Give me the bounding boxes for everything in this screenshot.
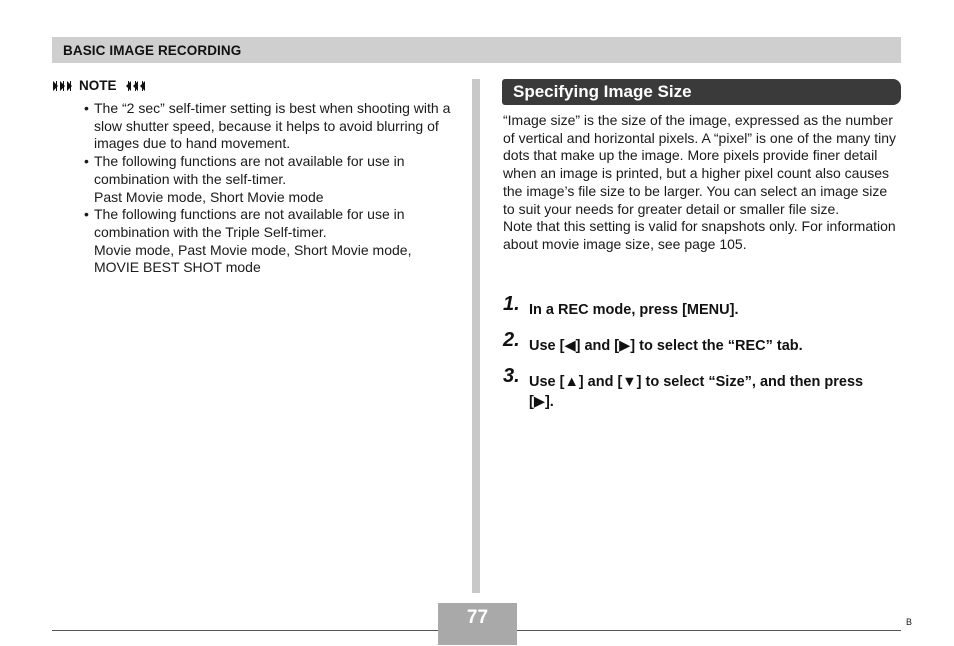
- section-body: [503, 112, 901, 254]
- step-text: Use [▲] and [▼] to select “Size”, and then press [▶].: [529, 374, 864, 410]
- note-item: • The following functions are not available for use in combination with the Triple Self-timer. Movie mode, Past Movie mode, Short Movie mode, MOVIE BEST SHOT mode: [84, 206, 454, 277]
- page-number-box: [438, 603, 517, 645]
- step-text: In a REC mode, press [MENU].: [529, 302, 739, 318]
- section-title-bar: [502, 79, 901, 105]
- note-item-text: The “2 sec” self-timer setting is best when shooting with a slow shutter speed, because it helps to avoid blurring of images due to hand movement.: [94, 100, 451, 152]
- header-title: BASIC IMAGE RECORDING: [63, 43, 242, 58]
- page-number: 77: [466, 607, 489, 628]
- note-item: • The following functions are not available for use in combination with the self-timer. Past Movie mode, Short Movie mode: [84, 153, 454, 206]
- note-item-text: The following functions are not available for use in combination with the self-timer.: [94, 153, 405, 187]
- step-number: 1.: [503, 293, 520, 315]
- header-bar: [52, 37, 901, 63]
- note-item: • The “2 sec” self-timer setting is best when shooting with a slow shutter speed, because it helps to avoid blurring of images due to hand movement.: [84, 100, 454, 153]
- section-title: Specifying Image Size: [513, 82, 692, 101]
- step-number: 3.: [503, 365, 520, 387]
- note-item-text: The following functions are not available for use in combination with the Triple Self-timer.: [94, 206, 405, 240]
- note-item-detail: Movie mode, Past Movie mode, Short Movie mode, MOVIE BEST SHOT mode: [94, 241, 412, 276]
- body-paragraph: “Image size” is the size of the image, expressed as the number of vertical and horizontal pixels. A “pixel” is one of the many tiny dots that make up the image. More pixels provide finer detail when an image is printed, but a higher pixel count also causes the image’s file size to be larger. You can select an image size to suit your needs for greater detail or smaller file size.: [503, 112, 896, 217]
- note-label: NOTE: [79, 78, 117, 93]
- step-number: 2.: [503, 329, 520, 351]
- note-list: [84, 100, 454, 277]
- note-arrows-left-icon: [124, 80, 148, 92]
- step-text: Use [◀] and [▶] to select the “REC” tab.: [529, 338, 803, 354]
- note-arrows-right-icon: [52, 80, 76, 92]
- note-item-detail: Past Movie mode, Short Movie mode: [94, 188, 324, 205]
- column-divider: [472, 79, 480, 593]
- body-paragraph: Note that this setting is valid for snapshots only. For information about movie image size, see page 105.: [503, 218, 896, 252]
- language-mark: B: [906, 617, 913, 627]
